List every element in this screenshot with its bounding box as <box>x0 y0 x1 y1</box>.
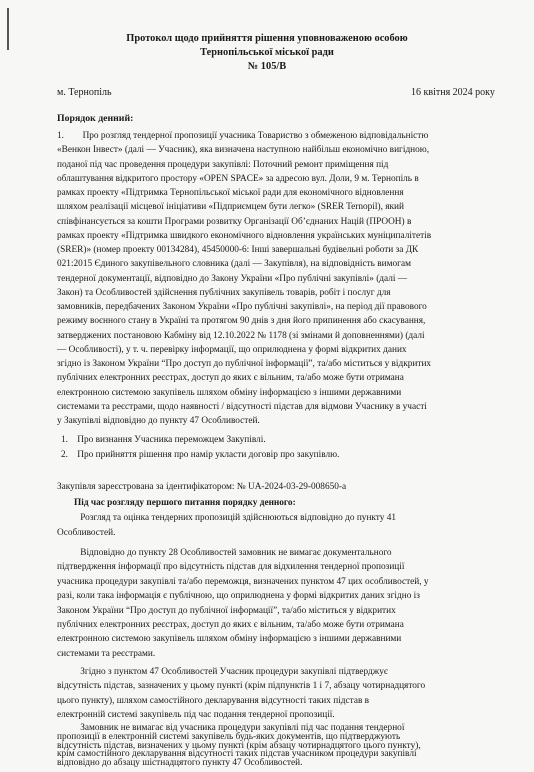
text-line: цього пункту), шляхом самостійного декларування відсутності таких підстав в <box>57 695 370 706</box>
date: 16 квітня 2024 року <box>411 87 495 98</box>
place: м. Тернопіль <box>57 87 112 98</box>
text-line: Відповідно до пункту 28 Особливостей замовник не вимагає документального <box>57 548 392 558</box>
question-1-heading: Під час розгляду першого питання порядку денного: <box>74 498 296 508</box>
text-line: Згідно з пунктом 47 Особливостей Учасник процедури закупівлі підтверджує <box>57 667 388 677</box>
text-line: «Венкон Інвест» (далі — Учасник), яка визначена наступною найбільш економічно вигідною, <box>57 145 430 156</box>
text-line: Замовник не вимагає від учасника процедури закупівлі під час подання тендерної <box>57 723 405 733</box>
text-line: публічних електронних реєстрах, доступ до яких є вільним, та/або може бути отримана <box>57 620 404 630</box>
text-line: електронною системою закупівель шляхом обміну інформацією з іншими державними <box>57 387 402 398</box>
text-line: тендерної документації, відповідно до Закону України «Про публічні закупівлі» (далі — <box>57 273 408 284</box>
text-line: відсутність підстав, визначених у цьому пункті (крім абзацу чотирнадцятого цього пункту), <box>57 740 421 751</box>
text-line: облаштування відкритого простору «OPEN SPACE» за адресою вул. Доли, 9 м. Тернопіль в <box>57 173 419 184</box>
text-line: електронною системою закупівель шляхом обміну інформацією з іншими державними <box>57 634 402 645</box>
text-line: учасника процедури закупівлі та/або переможця, визначених пунктом 47 цих особливостей, у <box>57 576 429 587</box>
text-line: відповідно до абзацу шістнадцятого пункту 47 Особливостей. <box>57 758 303 769</box>
text-line: Особливостей. <box>57 528 116 538</box>
text-line: поданої під час проведення процедури закупівлі: Поточний ремонт приміщення під <box>57 159 389 170</box>
text-line: публічних електронних реєстрах, доступ до яких є вільним, та/або може бути отримана <box>57 373 404 384</box>
text-line: пропозиції в електронній системі закупівель будь-яких документів, що підтверджують <box>57 731 401 742</box>
text-line: рамках проекту «Підтримка Тернопільської міської ради для економічного відновлення <box>57 188 404 198</box>
text-line: затверджених постановою Кабміну від 12.10.2022 № 1178 (зі змінами й доповненнями) (далі <box>57 330 425 341</box>
text-line: системами та реєстрами, щодо наявності / відсутності підстав для відмови Учаснику в участі <box>57 401 427 412</box>
council-name: Тернопільської міської ради <box>200 47 334 58</box>
agenda-item-2: 1. Про визнання Учасника переможцем Закупівлі. <box>61 435 266 445</box>
text-line: рамках проекту «Підтримка швидкого економічного відновлення українських муніципалітетів <box>57 230 432 241</box>
text-line: — Особливості), у т. ч. перевірку інформації, що оприлюднена у формі відкритих даних <box>57 344 407 355</box>
text-line: у Закупівлі відповідно до пункту 47 Особливостей. <box>57 416 260 426</box>
text-line: 1. Про розгляд тендерної пропозиції учасника Товариство з обмеженою відповідальністю <box>57 131 429 141</box>
text-line: згідно із Законом України “Про доступ до публічної інформації”, та/або міститься у відкритих <box>57 359 432 369</box>
text-line: електронній системі закупівель під час подання тендерної пропозиції. <box>57 710 335 721</box>
text-line: Закон) та Особливостей здійснення публічних закупівель товарів, робіт і послуг для <box>57 287 391 298</box>
text-line: підтвердження інформації про відсутність підстав для відхилення тендерної пропозиції <box>57 562 405 573</box>
text-line: режиму воєнного стану в Україні та протягом 90 днів з дня його припинення або скасування, <box>57 316 426 327</box>
protocol-title: Протокол щодо прийняття рішення уповноваженою особою <box>126 33 408 44</box>
text-line: замовників, передбачених Законом України «Про публічні закупівлі», на період дії правового <box>57 302 427 312</box>
text-line: співфінансується за кошти Програми розвитку Організації Об’єднаних Націй (ПРООН) в <box>57 216 412 227</box>
text-line: крім самостійного декларування відсутності таких підстав учасником процедури закупівлі <box>57 749 417 760</box>
text-line: (SRER)» (номер проекту 00134284), 45450000-6: Інші завершальні будівельні роботи за ДК <box>57 245 419 255</box>
agenda-heading: Порядок денний: <box>57 113 134 124</box>
text-line: системами та реєстрами. <box>57 648 156 659</box>
agenda-item-3: 2. Про прийняття рішення про намір укласти договір про закупівлю. <box>61 450 340 460</box>
text-line: 021:2015 Єдиного закупівельного словника (далі — Закупівля), на відповідність вимогам <box>57 259 411 270</box>
text-line: відсутність підстав, зазначених у цьому пункті (крім підпунктів 1 і 7, абзацу чотирнадцятого <box>57 681 426 692</box>
text-line: Законом України “Про доступ до публічної інформації”, та/або міститься у відкритих <box>57 605 396 616</box>
registration-line: Закупівля зареєстрована за ідентифікатором: № UA-2024-03-29-008650-a <box>57 482 347 492</box>
protocol-number: № 105/В <box>247 61 287 72</box>
text-line: Розгляд та оцінка тендерних пропозицій здійснюються відповідно до пункту 41 <box>57 513 397 523</box>
text-line: шляхом реалізації місцевої ініціативи «Підприємцем бути легко» (SRER Ternopil), який <box>57 202 404 213</box>
text-line: разі, коли така інформація є публічною, що оприлюднена у формі відкритих даних згідно із <box>57 591 420 602</box>
